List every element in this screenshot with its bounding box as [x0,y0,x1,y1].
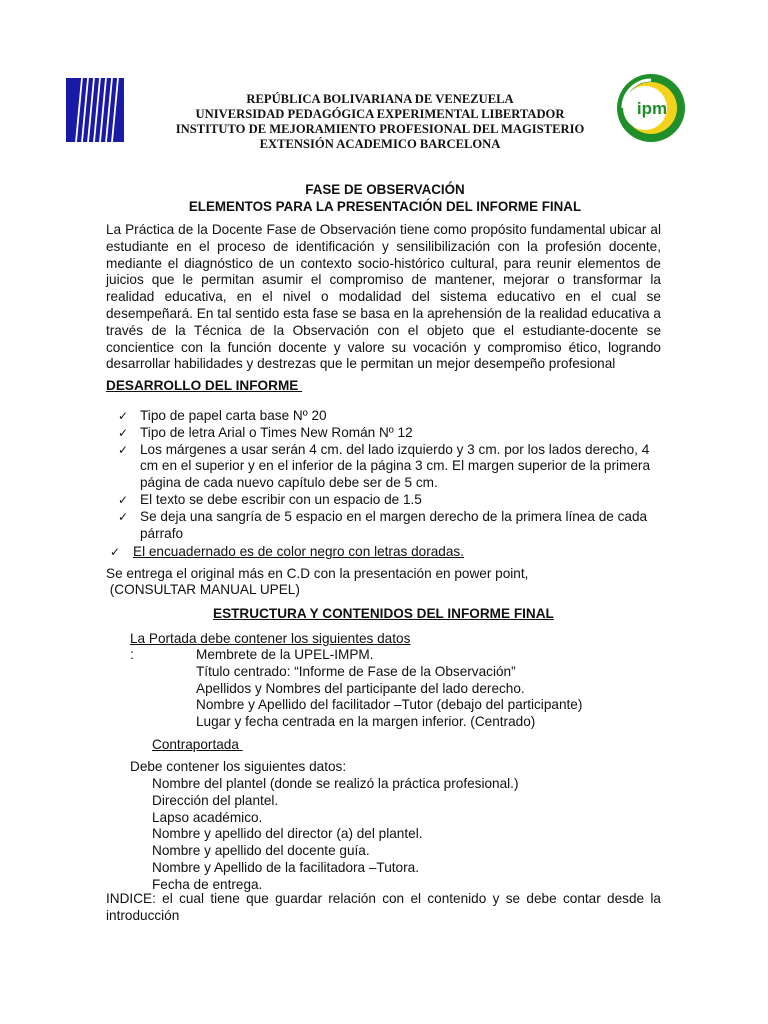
list-item: ✓ El texto se debe escribir con un espacio de 1.5 [118,491,422,507]
list-item: ✓ Los márgenes a usar serán 4 cm. del lado izquierdo y 3 cm. por los lados derecho, 4 cm en el superior y en el inferior de la página 3 cm. El margen superior de la primera página de cada nuevo capítulo debe ser de 5 cm. [118,441,651,491]
list-item: Nombre y Apellido de la facilitadora –Tutora. [152,859,419,875]
ipm-logo-icon [615,72,687,144]
header-line: REPÚBLICA BOLIVARIANA DE VENEZUELA [246,92,514,106]
header-line: UNIVERSIDAD PEDAGÓGICA EXPERIMENTAL LIBERTADOR [195,107,565,121]
list-item: Membrete de la UPEL-IMPM. [196,647,374,662]
desarrollo-checklist [106,408,666,561]
list-item: Lapso académico. [152,809,263,825]
institution-header [150,92,610,152]
list-item: Nombre y Apellido del facilitador –Tutor (debajo del participante) [196,697,583,713]
list-item: ✓ El encuadernado es de color negro con letras doradas. [110,544,464,560]
list-item: ✓ Se deja una sangría de 5 espacio en el margen derecho de la primera línea de cada párrafo [118,508,648,541]
list-item: Título centrado: “Informe de Fase de la Observación” [196,663,516,679]
portada-colon: : [130,647,134,662]
desarrollo-heading: DESARROLLO DEL INFORME [106,378,303,393]
list-item: Fecha de entrega. [152,876,263,892]
check-icon: ✓ [118,409,129,423]
list-item: Nombre y apellido del docente guía. [152,843,370,859]
portada-heading: La Portada debe contener los siguientes datos [130,631,411,646]
list-item: Dirección del plantel. [152,792,279,808]
title-line-2: ELEMENTOS PARA LA PRESENTACIÓN DEL INFORME FINAL [188,199,582,214]
list-item: Nombre del plantel (donde se realizó la práctica profesional.) [152,776,519,791]
intro-paragraph: La Práctica de la Docente Fase de Observación tiene como propósito fundamental ubicar al estudiante en el proceso de identificación y sensilibilización con la profesión docente, mediante el diagnóstico de un contexto socio-histórico cultural, para reunir elementos de juicios que le permitan asumir el compromiso de mantener, mejorar o transformar la realidad educativa, en el nivel o modalidad del sistema educativo en el cual se desempeñará. En tal sentido esta fase se basa en la aprehensión de la realidad educativa a través de la Técnica de la Observación con el objeto que el estudiante-docente se concientice con la función docente y valore su vocación y compromiso ético, logrando desarrollar habilidades y destrezas que le permitan un mejor desempeño profesional [106,222,661,372]
entrega-line-2: (CONSULTAR MANUAL UPEL) [106,582,300,597]
check-icon: ✓ [110,545,121,560]
check-icon: ✓ [118,492,129,507]
upel-logo-icon [66,78,124,142]
list-item: Lugar y fecha centrada en la margen inferior. (Centrado) [196,714,536,730]
list-item: ✓ Tipo de letra Arial o Times New Román Nº 12 [118,424,413,440]
title-line-1: FASE DE OBSERVACIÓN [305,182,465,197]
list-item: Nombre y apellido del director (a) del plantel. [152,826,423,842]
estructura-heading: ESTRUCTURA Y CONTENIDOS DEL INFORME FINAL [213,606,554,621]
indice-paragraph: INDICE: el cual tiene que guardar relación con el contenido y se debe contar desde la introducción [106,891,661,923]
contraportada-intro: Debe contener los siguientes datos: [130,759,347,774]
logo-text: ipm [636,99,668,118]
contraportada-heading: Contraportada [152,737,243,752]
check-icon: ✓ [118,442,129,457]
document-title [100,181,670,215]
check-icon: ✓ [118,425,129,440]
list-item: Apellidos y Nombres del participante del lado derecho. [196,680,525,696]
list-item: ✓ Tipo de papel carta base Nº 20 [118,408,327,423]
entrega-line-1: Se entrega el original más en C.D con la presentación en power point, [106,566,529,581]
header-line: EXTENSIÓN ACADEMICO BARCELONA [259,137,501,151]
portada-list [196,647,582,731]
header-line: INSTITUTO DE MEJORAMIENTO PROFESIONAL DEL MAGISTERIO [175,122,585,136]
check-icon: ✓ [118,509,129,524]
contraportada-list [152,776,518,894]
